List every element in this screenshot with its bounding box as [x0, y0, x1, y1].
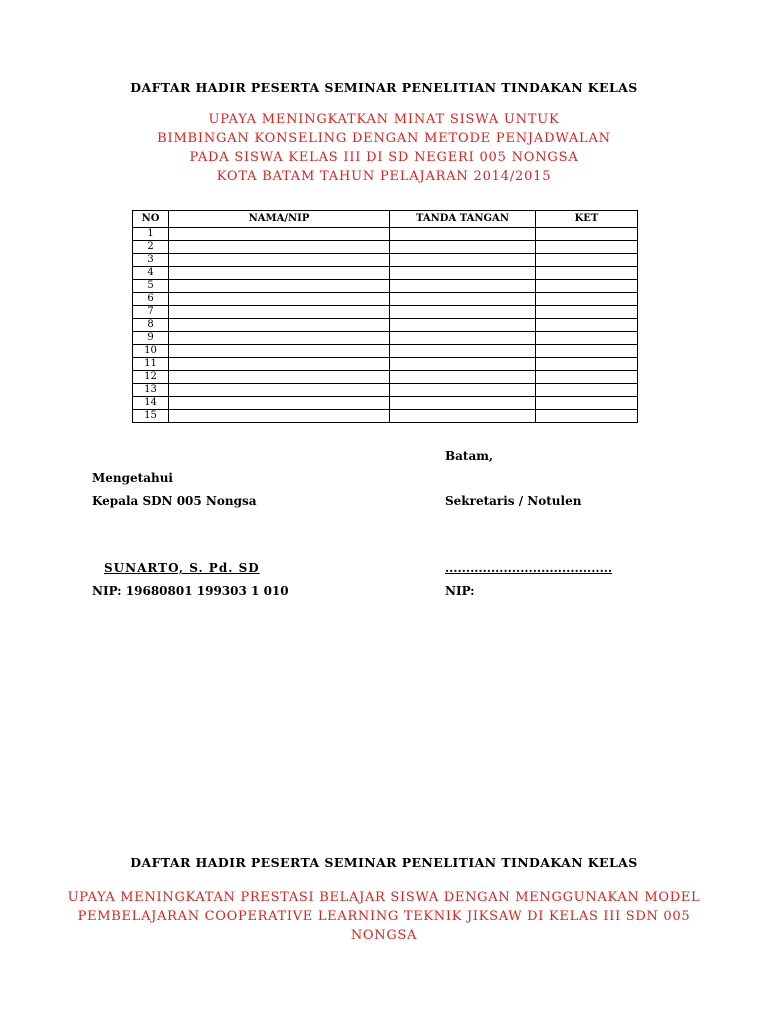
header-nama-nip: NAMA/NIP: [169, 211, 390, 228]
table-row: [133, 397, 638, 410]
doc1-subtitle-line: KOTA BATAM TAHUN PELAJARAN 2014/2015: [216, 169, 552, 184]
header-tanda-tangan: TANDA TANGAN: [390, 211, 536, 228]
cell-ket: [536, 254, 638, 267]
doc1-subtitle-line: UPAYA MENINGKATKAN MINAT SISWA UNTUK: [208, 112, 560, 127]
cell-nama-nip: [169, 371, 390, 384]
cell-no: 15: [133, 410, 169, 423]
signature-right-role: Sekretaris / Notulen: [445, 494, 582, 508]
table-row: [133, 241, 638, 254]
table-row: [133, 371, 638, 384]
cell-nama-nip: [169, 241, 390, 254]
cell-ket: [536, 371, 638, 384]
cell-ket: [536, 410, 638, 423]
signature-right-name: ........................................: [445, 561, 613, 575]
cell-tanda-tangan: [390, 371, 536, 384]
cell-tanda-tangan: [390, 267, 536, 280]
cell-no: 2: [133, 241, 169, 254]
cell-tanda-tangan: [390, 241, 536, 254]
cell-no: 7: [133, 306, 169, 319]
attendance-table: [132, 210, 638, 423]
cell-nama-nip: [169, 306, 390, 319]
table-row: [133, 345, 638, 358]
cell-nama-nip: [169, 319, 390, 332]
cell-tanda-tangan: [390, 332, 536, 345]
cell-no: 1: [133, 228, 169, 241]
cell-ket: [536, 267, 638, 280]
cell-no: 8: [133, 319, 169, 332]
doc1-subtitle: [0, 110, 768, 186]
cell-nama-nip: [169, 332, 390, 345]
cell-nama-nip: [169, 254, 390, 267]
doc2-subtitle-line: UPAYA MENINGKATAN PRESTASI BELAJAR SISWA DENGAN MENGGUNAKAN MODEL: [67, 890, 701, 905]
table-row: [133, 228, 638, 241]
table-header-row: [133, 211, 638, 228]
cell-nama-nip: [169, 397, 390, 410]
cell-ket: [536, 397, 638, 410]
table-row: [133, 267, 638, 280]
cell-no: 5: [133, 280, 169, 293]
cell-nama-nip: [169, 384, 390, 397]
doc2-subtitle-line: NONGSA: [350, 928, 418, 943]
cell-no: 4: [133, 267, 169, 280]
cell-nama-nip: [169, 280, 390, 293]
cell-tanda-tangan: [390, 397, 536, 410]
cell-ket: [536, 345, 638, 358]
doc1-title: DAFTAR HADIR PESERTA SEMINAR PENELITIAN TINDAKAN KELAS: [130, 80, 638, 95]
cell-tanda-tangan: [390, 228, 536, 241]
cell-ket: [536, 280, 638, 293]
cell-no: 6: [133, 293, 169, 306]
signature-left-name: SUNARTO, S. Pd. SD: [104, 561, 260, 575]
cell-no: 12: [133, 371, 169, 384]
header-ket: KET: [536, 211, 638, 228]
cell-tanda-tangan: [390, 293, 536, 306]
cell-nama-nip: [169, 410, 390, 423]
cell-no: 9: [133, 332, 169, 345]
cell-no: 14: [133, 397, 169, 410]
cell-tanda-tangan: [390, 280, 536, 293]
cell-ket: [536, 358, 638, 371]
cell-nama-nip: [169, 293, 390, 306]
cell-nama-nip: [169, 267, 390, 280]
cell-no: 10: [133, 345, 169, 358]
table-row: [133, 384, 638, 397]
cell-tanda-tangan: [390, 384, 536, 397]
cell-no: 3: [133, 254, 169, 267]
cell-tanda-tangan: [390, 306, 536, 319]
doc2-subtitle: [0, 888, 768, 945]
table-row: [133, 293, 638, 306]
signature-left-nip: NIP: 19680801 199303 1 010: [92, 584, 289, 598]
signature-right-nip: NIP:: [445, 584, 475, 598]
cell-ket: [536, 332, 638, 345]
table-row: [133, 410, 638, 423]
table-row: [133, 306, 638, 319]
cell-tanda-tangan: [390, 358, 536, 371]
cell-ket: [536, 306, 638, 319]
doc2-title: DAFTAR HADIR PESERTA SEMINAR PENELITIAN TINDAKAN KELAS: [130, 855, 638, 870]
doc2-subtitle-line: PEMBELAJARAN COOPERATIVE LEARNING TEKNIK JIKSAW DI KELAS III SDN 005: [77, 909, 691, 924]
table-row: [133, 332, 638, 345]
table-row: [133, 254, 638, 267]
cell-ket: [536, 293, 638, 306]
signature-left-role: Kepala SDN 005 Nongsa: [92, 494, 257, 508]
cell-ket: [536, 319, 638, 332]
header-no: NO: [133, 211, 169, 228]
cell-ket: [536, 228, 638, 241]
table-row: [133, 319, 638, 332]
signature-place: Batam,: [445, 449, 494, 463]
cell-ket: [536, 241, 638, 254]
table-row: [133, 280, 638, 293]
cell-no: 13: [133, 384, 169, 397]
cell-ket: [536, 384, 638, 397]
table-row: [133, 358, 638, 371]
cell-nama-nip: [169, 345, 390, 358]
cell-tanda-tangan: [390, 254, 536, 267]
doc1-subtitle-line: BIMBINGAN KONSELING DENGAN METODE PENJADWALAN: [157, 131, 611, 146]
cell-nama-nip: [169, 228, 390, 241]
cell-no: 11: [133, 358, 169, 371]
cell-tanda-tangan: [390, 345, 536, 358]
cell-nama-nip: [169, 358, 390, 371]
cell-tanda-tangan: [390, 319, 536, 332]
doc1-subtitle-line: PADA SISWA KELAS III DI SD NEGERI 005 NONGSA: [189, 150, 579, 165]
signature-left-known: Mengetahui: [92, 471, 173, 485]
cell-tanda-tangan: [390, 410, 536, 423]
